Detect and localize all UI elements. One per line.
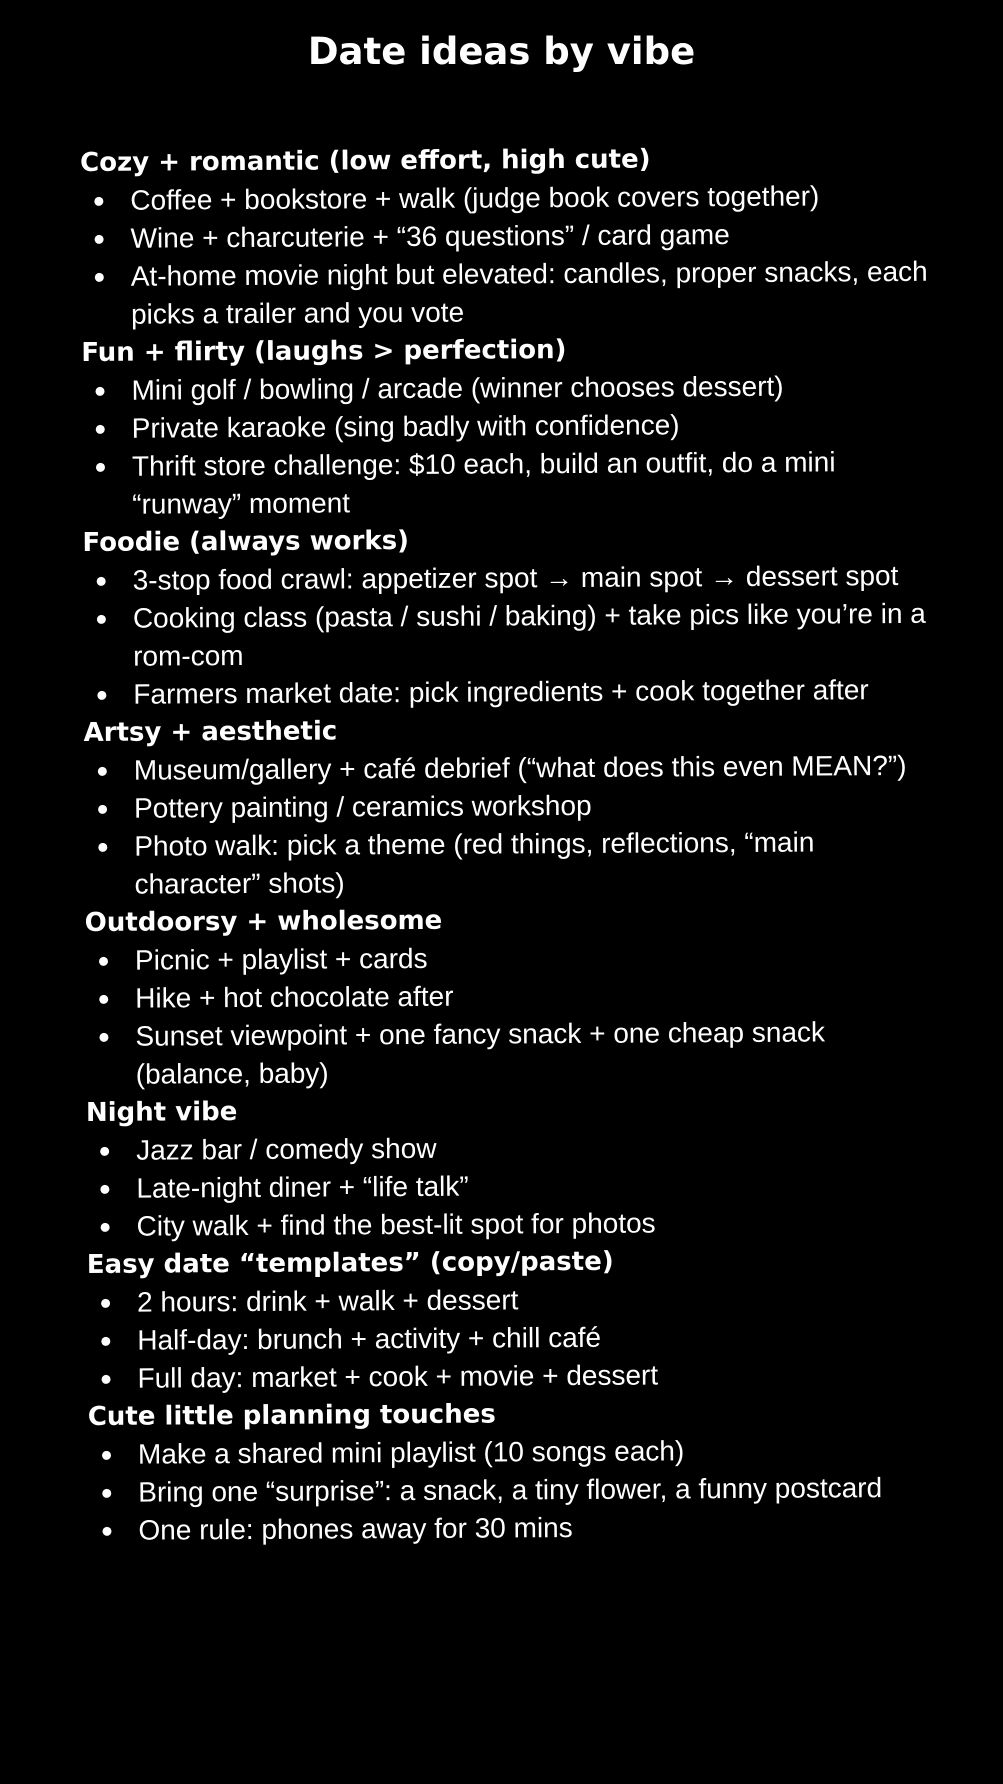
page-title: Date ideas by vibe xyxy=(307,30,696,73)
list-item xyxy=(84,747,934,790)
list-item xyxy=(87,1355,937,1398)
list-item xyxy=(87,1279,937,1322)
list-item-text: Pottery painting / ceramics workshop xyxy=(133,789,592,824)
list-item-text: Coffee + bookstore + walk (judge book covers together) xyxy=(130,180,820,216)
bullet-icon xyxy=(95,273,104,282)
list-item-text: City walk + find the best-lit spot for photos xyxy=(136,1207,656,1242)
list-item-text: Half-day: brunch + activity + chill café xyxy=(137,1321,602,1356)
list-item-text: At-home movie night but elevated: candles, proper snacks, each picks a trailer and you vote xyxy=(130,255,928,330)
list-item-text: Full day: market + cook + movie + dessert xyxy=(137,1359,659,1394)
bullet-icon xyxy=(102,1527,111,1536)
bullet-icon xyxy=(96,463,105,472)
list-item xyxy=(83,671,933,714)
list-item xyxy=(85,937,935,980)
date-ideas-list xyxy=(80,139,969,1550)
section xyxy=(86,1089,967,1246)
section-heading: Outdoorsy + wholesome xyxy=(84,905,443,938)
bullet-icon xyxy=(101,1299,110,1308)
bullet-icon xyxy=(98,843,107,852)
list-item xyxy=(86,1127,936,1170)
list-item-text: Bring one “surprise”: a snack, a tiny flower, a funny postcard xyxy=(138,1472,883,1508)
list-item-text: Jazz bar / comedy show xyxy=(136,1132,437,1166)
bullet-list xyxy=(87,1279,968,1398)
list-item xyxy=(85,975,935,1018)
bullet-icon xyxy=(97,691,106,700)
list-item-text: Picnic + playlist + cards xyxy=(134,942,428,976)
bullet-list xyxy=(84,747,965,904)
list-item xyxy=(88,1469,938,1512)
list-item-text: Museum/gallery + café debrief (“what does this even MEAN?”) xyxy=(133,749,907,786)
section xyxy=(81,329,962,524)
section-heading: Cozy + romantic (low effort, high cute) xyxy=(80,144,651,178)
section-heading: Night vibe xyxy=(85,1097,238,1128)
bullet-icon xyxy=(99,1033,108,1042)
section xyxy=(85,899,966,1094)
bullet-list xyxy=(88,1431,969,1550)
list-item xyxy=(83,595,933,676)
list-item xyxy=(86,1165,936,1208)
bullet-icon xyxy=(95,387,104,396)
list-item xyxy=(80,215,930,258)
section xyxy=(82,519,963,714)
bullet-icon xyxy=(99,957,108,966)
bullet-icon xyxy=(102,1489,111,1498)
section xyxy=(83,709,964,904)
bullet-icon xyxy=(100,1185,109,1194)
section-heading: Cute little planning touches xyxy=(87,1399,496,1432)
section-heading: Artsy + aesthetic xyxy=(83,716,338,748)
bullet-icon xyxy=(102,1451,111,1460)
list-item xyxy=(82,443,932,524)
list-item-text: Make a shared mini playlist (10 songs each) xyxy=(137,1435,685,1470)
section-heading: Fun + flirty (laughs > perfection) xyxy=(81,335,567,368)
section-heading: Easy date “templates” (copy/paste) xyxy=(86,1246,614,1280)
list-item xyxy=(82,405,932,448)
list-item xyxy=(84,785,934,828)
bullet-list xyxy=(83,557,964,714)
list-item-text: One rule: phones away for 30 mins xyxy=(138,1512,573,1546)
list-item-text: Hike + hot chocolate after xyxy=(135,980,454,1014)
bullet-icon xyxy=(101,1223,110,1232)
bullet-icon xyxy=(101,1337,110,1346)
list-item-text: 3-stop food crawl: appetizer spot → main spot → dessert spot xyxy=(132,560,899,596)
list-item xyxy=(85,1013,935,1094)
list-item xyxy=(88,1507,938,1550)
section xyxy=(88,1393,969,1550)
bullet-icon xyxy=(102,1375,111,1384)
bullet-icon xyxy=(98,805,107,814)
list-item-text: Mini golf / bowling / arcade (winner chooses dessert) xyxy=(131,370,784,406)
list-item-text: Thrift store challenge: $10 each, build an outfit, do a mini “runway” moment xyxy=(131,446,836,520)
list-item-text: Late-night diner + “life talk” xyxy=(136,1170,469,1204)
bullet-icon xyxy=(94,197,103,206)
bullet-icon xyxy=(96,425,105,434)
bullet-list xyxy=(85,937,966,1094)
bullet-list xyxy=(81,367,962,524)
list-item xyxy=(88,1431,938,1474)
bullet-list xyxy=(86,1127,967,1246)
list-item xyxy=(81,367,931,410)
bullet-icon xyxy=(97,615,106,624)
list-item xyxy=(87,1317,937,1360)
bullet-icon xyxy=(97,577,106,586)
list-item-text: Wine + charcuterie + “36 questions” / card game xyxy=(130,219,730,254)
section xyxy=(80,139,961,334)
list-item-text: Private karaoke (sing badly with confidence) xyxy=(131,409,680,444)
list-item-text: Sunset viewpoint + one fancy snack + one cheap snack (balance, baby) xyxy=(135,1016,826,1090)
section-heading: Foodie (always works) xyxy=(82,525,410,558)
list-item-text: 2 hours: drink + walk + dessert xyxy=(136,1284,519,1318)
bullet-list xyxy=(80,177,961,334)
list-item xyxy=(81,253,931,334)
list-item xyxy=(86,1203,936,1246)
list-item xyxy=(80,177,930,220)
bullet-icon xyxy=(100,1147,109,1156)
list-item xyxy=(84,823,934,904)
list-item-text: Farmers market date: pick ingredients + cook together after xyxy=(133,674,869,710)
bullet-icon xyxy=(98,767,107,776)
section xyxy=(87,1241,968,1398)
list-item xyxy=(83,557,933,600)
bullet-icon xyxy=(95,235,104,244)
bullet-icon xyxy=(99,995,108,1004)
list-item-text: Photo walk: pick a theme (red things, reflections, “main character” shots) xyxy=(134,826,815,900)
list-item-text: Cooking class (pasta / sushi / baking) + take pics like you’re in a rom-com xyxy=(132,597,926,672)
